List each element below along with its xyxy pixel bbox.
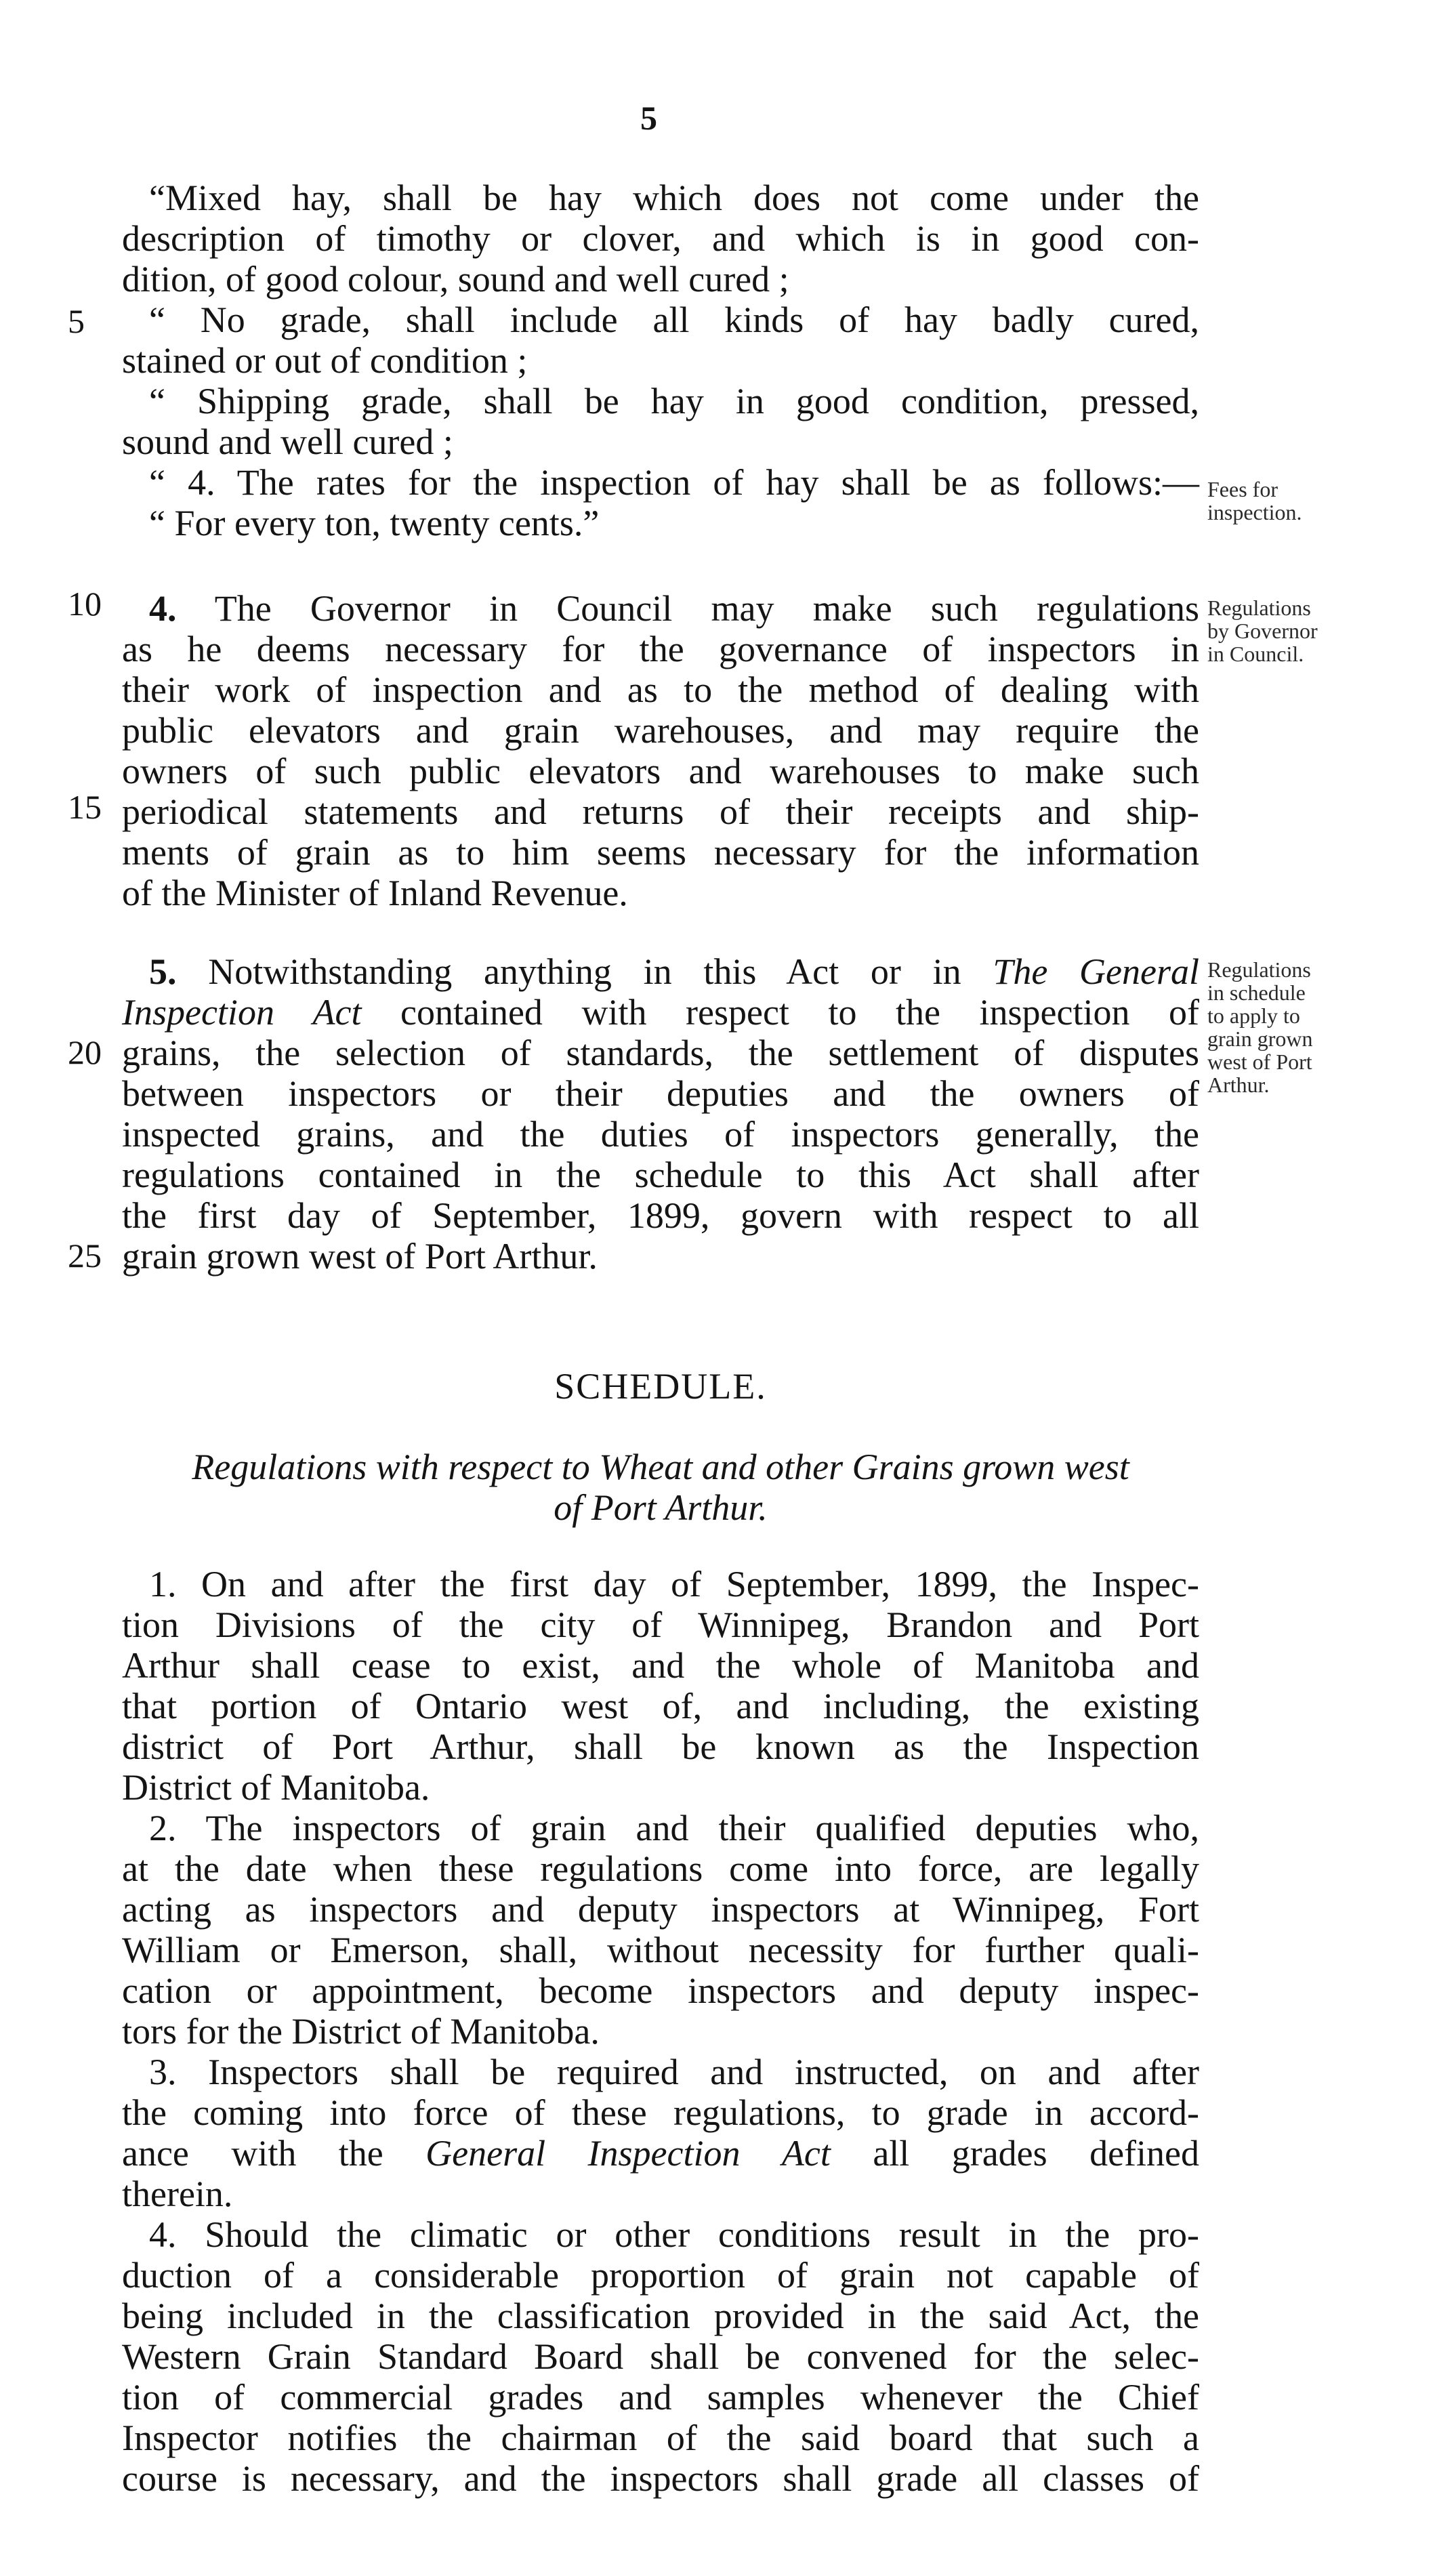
text-line: 4. Should the climatic or other conditions result in the pro- [149, 2214, 1199, 2255]
line-number: 20 [68, 1033, 102, 1071]
text-line: Arthur shall cease to exist, and the whole of Manitoba and [122, 1645, 1199, 1686]
schedule-subtitle: Regulations with respect to Wheat and other Grains grown west of Port Arthur. [192, 1447, 1129, 1528]
text-line: the first day of September, 1899, govern with respect to all [122, 1195, 1199, 1236]
margin-note-schedule: Regulations in schedule to apply to grain grown west of Port Arthur. [1207, 957, 1313, 1097]
text-line: their work of inspection and as to the method of dealing with [122, 669, 1199, 710]
section-number: 5. [149, 951, 177, 992]
text-line: tors for the District of Manitoba. [122, 2011, 600, 2052]
line-number: 15 [68, 788, 102, 826]
margin-note-fees: Fees for inspection. [1207, 477, 1302, 524]
text-line: public elevators and grain warehouses, and may require the [122, 710, 1199, 751]
text-line: at the date when these regulations come into force, are legally [122, 1848, 1199, 1889]
text-line: 2. The inspectors of grain and their qualified deputies who, [149, 1808, 1199, 1848]
text-line: course is necessary, and the inspectors shall grade all classes of [122, 2458, 1199, 2499]
text-line: 3. Inspectors shall be required and instructed, on and after [149, 2052, 1199, 2092]
text-line: grains, the selection of standards, the settlement of disputes [122, 1033, 1199, 1073]
text-line: Western Grain Standard Board shall be convened for the selec- [122, 2336, 1199, 2377]
text-line: District of Manitoba. [122, 1767, 430, 1808]
text-line: grain grown west of Port Arthur. [122, 1236, 598, 1277]
text-line: William or Emerson, shall, without necessity for further quali- [122, 1930, 1199, 1970]
text-line: district of Port Arthur, shall be known as the Inspection [122, 1726, 1199, 1767]
text-line: inspected grains, and the duties of inspectors generally, the [122, 1114, 1199, 1155]
text-line: owners of such public elevators and warehouses to make such [122, 751, 1199, 791]
schedule-body: 1. On and after the first day of September, 1899, the Inspec- tion Divisions of the city of Winnipeg, Brandon and Port Arthur shall cease to exist, and the whole of Manitoba and that portion of Ontario west of, and including, the existing district of Port Arthur, shall be known as the Inspection District of Manitoba. 2. The inspectors of grain and their qualified deputies who, at the date when these regulations come into force, are legally acting as inspectors and deputy inspectors at Winnipeg, Fort William or Emerson, shall, without necessity for further quali- cation or appointment, become inspectors and deputy inspec- tors for the District of Manitoba. 3. Inspectors shall be required and instructed, on and after the coming into force of these regulations, to grade in accord- ance with the General Inspection Act all grades defined therein. 4. Should the climatic or other conditions result in the pro- duction of a considerable proportion of grain not capable of being included in the classification provided in the said Act, the Western Grain Standard Board shall be convened for the selec- tion of commercial grades and samples whenever the Chief Inspector notifies the chairman of the said board that such a course is necessary, and the inspectors shall grade all classes of [122, 1564, 1199, 2499]
text-line: that portion of Ontario west of, and including, the existing [122, 1686, 1199, 1726]
schedule-heading: SCHEDULE. [554, 1366, 767, 1407]
text-line: duction of a considerable proportion of grain not capable of [122, 2255, 1199, 2296]
text-line: dition, of good colour, sound and well cured ; [122, 259, 789, 299]
text-line: 1. On and after the first day of September, 1899, the Inspec- [149, 1564, 1199, 1604]
section-5: 5. Notwithstanding anything in this Act or in The General Inspection Act contained with respect to the inspection of grains, the selection of standards, the settlement of disputes between inspectors or their deputies and the owners of inspected grains, and the duties of inspectors generally, the regulations contained in the schedule to this Act shall after the first day of September, 1899, govern with respect to all grain grown west of Port Arthur. [122, 951, 1199, 1277]
text-line: “ 4. The rates for the inspection of hay shall be as follows:— [149, 462, 1199, 503]
text-line: “ For every ton, twenty cents.” [149, 503, 600, 543]
text-line: periodical statements and returns of their receipts and ship- [122, 791, 1199, 832]
text-line: description of timothy or clover, and which is in good con- [122, 218, 1199, 259]
text-line: cation or appointment, become inspectors and deputy inspec- [122, 1970, 1199, 2011]
text-line: Inspector notifies the chairman of the said board that such a [122, 2418, 1199, 2458]
text-line: between inspectors or their deputies and the owners of [122, 1073, 1199, 1114]
text-line: therein. [122, 2174, 233, 2214]
text-line: sound and well cured ; [122, 421, 453, 462]
hay-grades-block [122, 178, 1199, 543]
text-line: ments of grain as to him seems necessary for the information [122, 832, 1199, 873]
section-4: 4. The Governor in Council may make such regulations as he deems necessary for the governance of inspectors in their work of inspection and as to the method of dealing with public elevators and grain warehouses, and may require the owners of such public elevators and warehouses to make such periodical statements and returns of their receipts and ship- ments of grain as to him seems necessary for the information of the Minister of Inland Revenue. [122, 588, 1199, 913]
line-number: 5 [68, 302, 85, 340]
page-number: 5 [640, 99, 657, 137]
margin-note-regulations: Regulations by Governor in Council. [1207, 596, 1318, 666]
text-line: being included in the classification provided in the said Act, the [122, 2296, 1199, 2336]
text-line: “Mixed hay, shall be hay which does not come under the [149, 178, 1199, 218]
text-line: “ No grade, shall include all kinds of hay badly cured, [149, 299, 1199, 340]
text-line: as he deems necessary for the governance of inspectors in [122, 629, 1199, 669]
text-line: tion of commercial grades and samples whenever the Chief [122, 2377, 1199, 2418]
line-number: 25 [68, 1237, 102, 1274]
text-line: “ Shipping grade, shall be hay in good condition, pressed, [149, 381, 1199, 421]
line-number: 10 [68, 585, 102, 623]
section-number: 4. [149, 588, 177, 629]
text-line: of the Minister of Inland Revenue. [122, 873, 628, 913]
text-line: the coming into force of these regulations, to grade in accord- [122, 2092, 1199, 2133]
text-line: acting as inspectors and deputy inspectors at Winnipeg, Fort [122, 1889, 1199, 1930]
text-line: tion Divisions of the city of Winnipeg, Brandon and Port [122, 1604, 1199, 1645]
text-line: regulations contained in the schedule to this Act shall after [122, 1155, 1199, 1195]
text-line: stained or out of condition ; [122, 340, 528, 381]
